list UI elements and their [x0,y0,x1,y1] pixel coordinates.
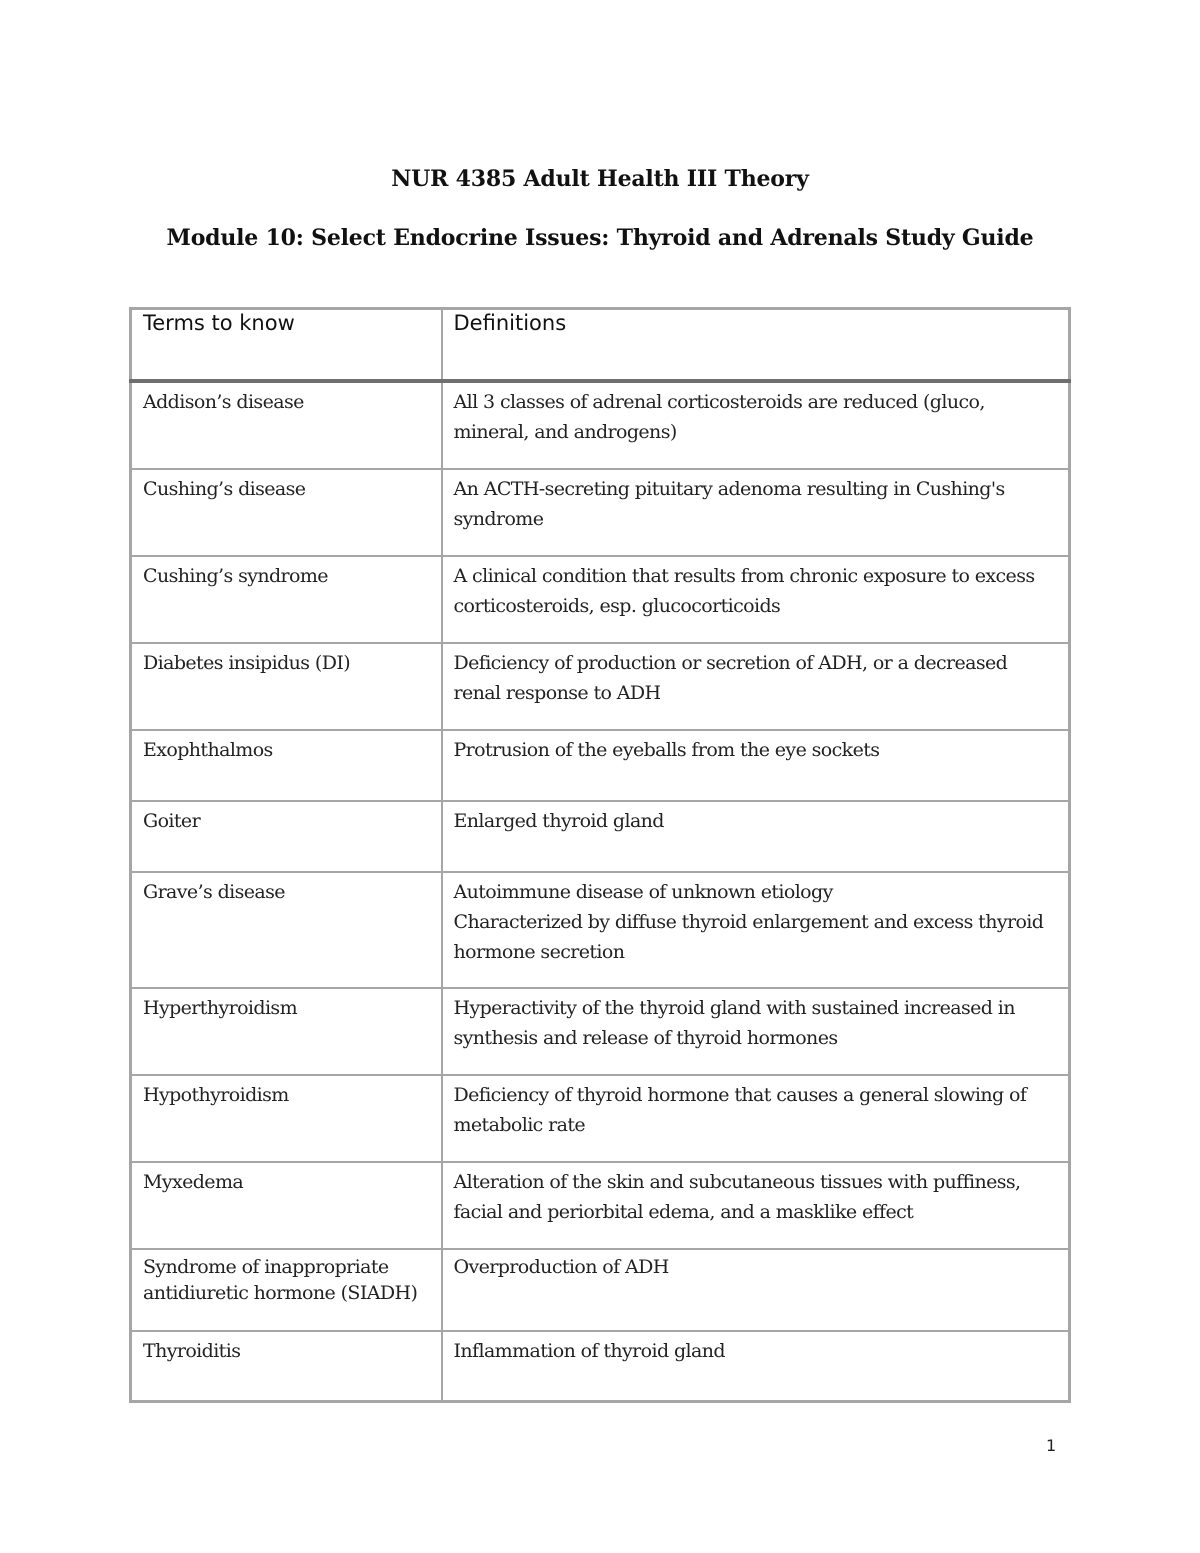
definition-cell [442,381,1070,469]
table-row [131,1249,1070,1331]
definition-line: Autoimmune disease of unknown etiology [453,880,833,903]
definition-cell [442,469,1070,556]
definition-cell [442,556,1070,643]
table-row [131,1162,1070,1249]
definition-line: Protrusion of the eyeballs from the eye sockets [453,738,880,761]
definition-line: Deficiency of thyroid hormone that causes a general slowing of metabolic rate [453,1083,1027,1136]
definition-line: All 3 classes of adrenal corticosteroids are reduced (gluco, mineral, and androgens) [453,390,985,443]
definition-line: Deficiency of production or secretion of ADH, or a decreased renal response to ADH [453,651,1008,704]
term-cell: Hyperthyroidism [131,988,442,1075]
definition-line: Overproduction of ADH [453,1255,669,1278]
definition-cell [442,1249,1070,1331]
page-title: NUR 4385 Adult Health III Theory [391,166,809,192]
table-row [131,643,1070,730]
column-header-definitions: Definitions [442,309,1070,381]
table-row [131,801,1070,872]
definition-cell [442,988,1070,1075]
table-row [131,1075,1070,1162]
definition-line: An ACTH-secreting pituitary adenoma resulting in Cushing's syndrome [453,477,1005,530]
definition-cell [442,643,1070,730]
table-row [131,1331,1070,1402]
term-cell: Syndrome of inappropriate antidiuretic hormone (SIADH) [131,1249,442,1331]
term-cell: Myxedema [131,1162,442,1249]
term-cell: Hypothyroidism [131,1075,442,1162]
page-subtitle: Module 10: Select Endocrine Issues: Thyroid and Adrenals Study Guide [166,225,1034,251]
term-cell: Addison’s disease [131,381,442,469]
table-row [131,556,1070,643]
term-cell: Grave’s disease [131,872,442,988]
column-header-terms: Terms to know [131,309,442,381]
definition-line: Hyperactivity of the thyroid gland with sustained increased in synthesis and release of thyroid hormones [453,996,1015,1049]
table-row [131,469,1070,556]
term-cell: Cushing’s disease [131,469,442,556]
definition-line: Inflammation of thyroid gland [453,1339,725,1362]
definition-cell [442,1075,1070,1162]
term-cell: Cushing’s syndrome [131,556,442,643]
table-row [131,381,1070,469]
definition-line: A clinical condition that results from chronic exposure to excess corticosteroids, esp. glucocorticoids [453,564,1035,617]
table-row [131,988,1070,1075]
definition-line: Alteration of the skin and subcutaneous tissues with puffiness, facial and periorbital edema, and a masklike effect [453,1170,1021,1223]
definition-cell [442,872,1070,988]
definition-line: Enlarged thyroid gland [453,809,664,832]
term-cell: Goiter [131,801,442,872]
definition-cell [442,1162,1070,1249]
definition-cell [442,730,1070,801]
definition-cell [442,1331,1070,1402]
table-row [131,872,1070,988]
table-header-row [131,309,1070,381]
terms-table [129,307,1071,1403]
term-cell: Diabetes insipidus (DI) [131,643,442,730]
term-cell: Thyroiditis [131,1331,442,1402]
definition-cell [442,801,1070,872]
term-cell: Exophthalmos [131,730,442,801]
table-row [131,730,1070,801]
page-number: 1 [1046,1436,1057,1455]
definition-line: Characterized by diffuse thyroid enlargement and excess thyroid hormone secretion [453,910,1044,963]
